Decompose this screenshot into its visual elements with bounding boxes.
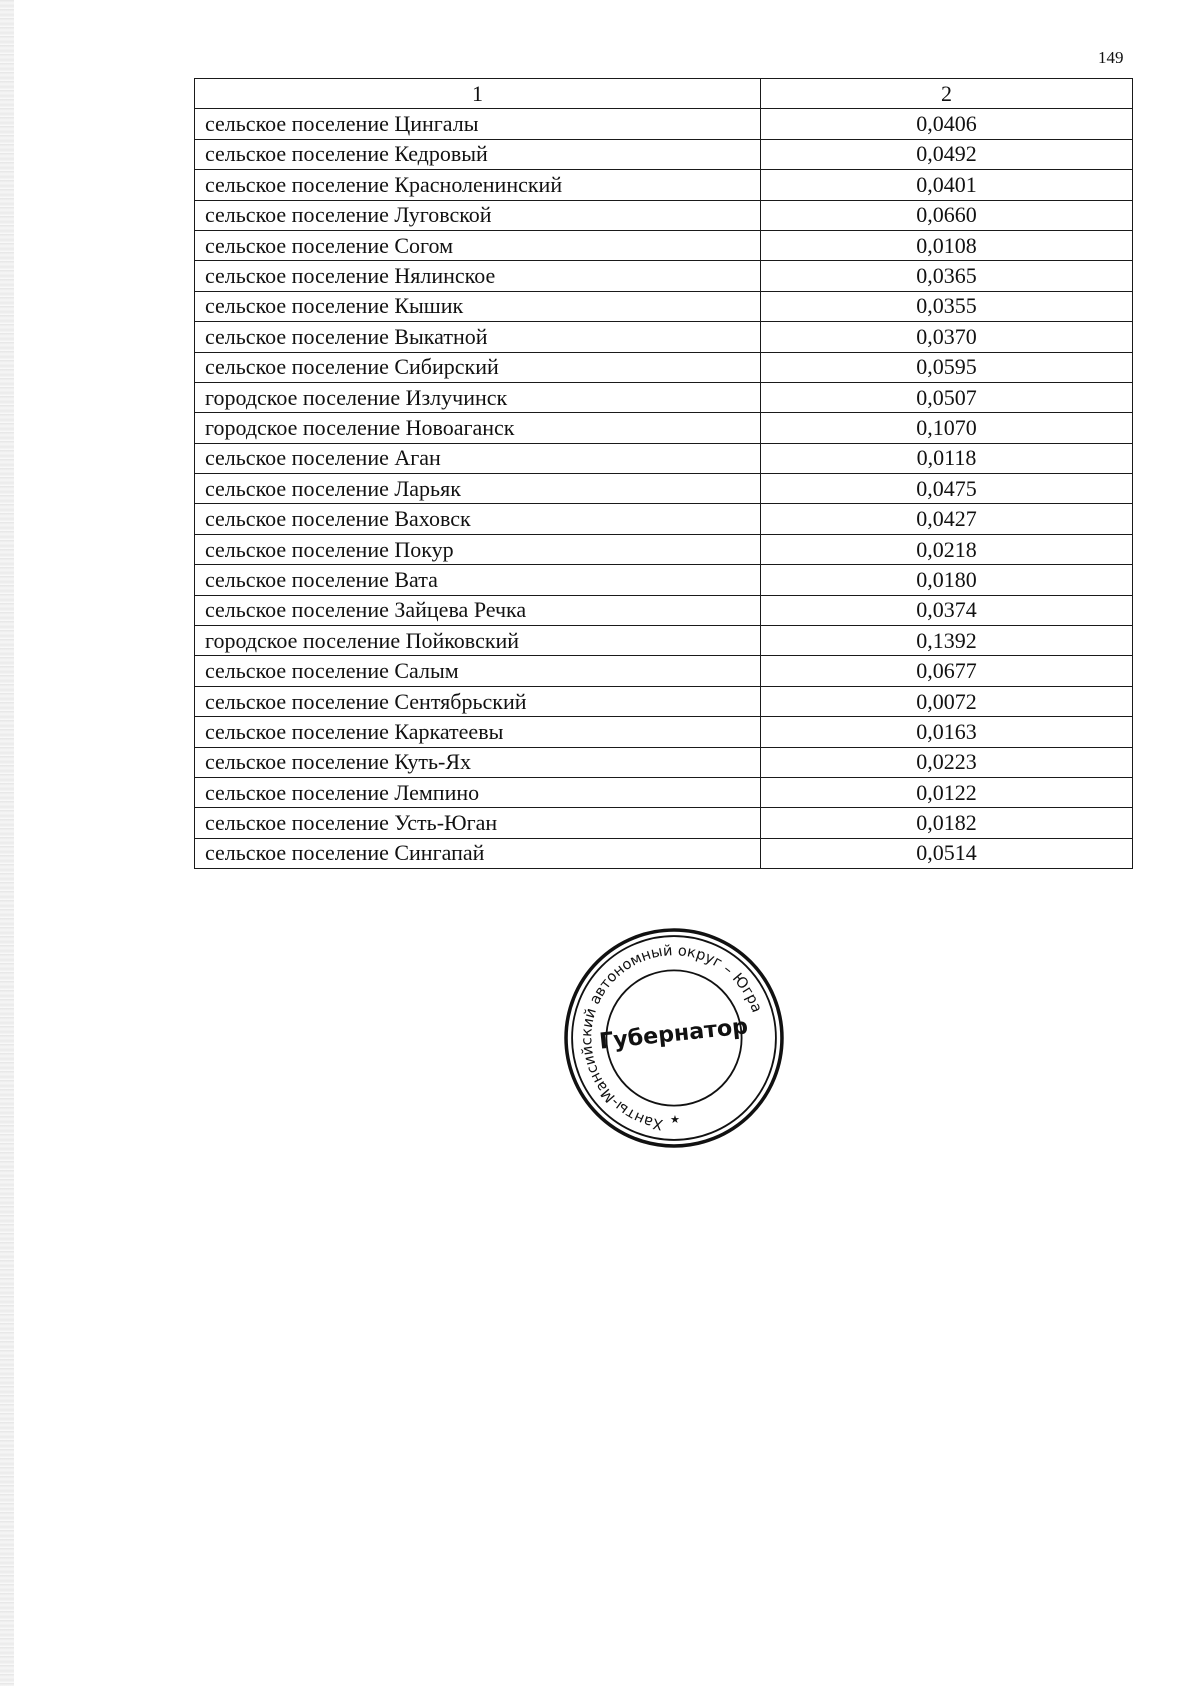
settlement-name-cell: сельское поселение Сингапай xyxy=(195,838,761,868)
settlement-name-cell: сельское поселение Сибирский xyxy=(195,352,761,382)
column-header-1: 1 xyxy=(195,79,761,109)
coefficients-table xyxy=(194,78,1133,869)
table-row xyxy=(195,595,1133,625)
table-row xyxy=(195,474,1133,504)
settlement-name-cell: городское поселение Пойковский xyxy=(195,626,761,656)
coefficient-value-cell: 0,0401 xyxy=(761,170,1133,200)
table-header-row xyxy=(195,79,1133,109)
settlement-name-cell: сельское поселение Согом xyxy=(195,230,761,260)
settlement-name-cell: сельское поселение Салым xyxy=(195,656,761,686)
table-row xyxy=(195,838,1133,868)
table-row xyxy=(195,534,1133,564)
settlement-name-cell: сельское поселение Зайцева Речка xyxy=(195,595,761,625)
settlement-name-cell: сельское поселение Нялинское xyxy=(195,261,761,291)
settlement-name-cell: сельское поселение Вата xyxy=(195,565,761,595)
coefficient-value-cell: 0,0492 xyxy=(761,139,1133,169)
table-row xyxy=(195,777,1133,807)
settlement-name-cell: городское поселение Новоаганск xyxy=(195,413,761,443)
coefficient-value-cell: 0,0072 xyxy=(761,686,1133,716)
table-row xyxy=(195,747,1133,777)
table-row xyxy=(195,139,1133,169)
settlement-name-cell: сельское поселение Кышик xyxy=(195,291,761,321)
coefficient-value-cell: 0,0475 xyxy=(761,474,1133,504)
table-row xyxy=(195,504,1133,534)
table-row xyxy=(195,382,1133,412)
coefficient-value-cell: 0,0223 xyxy=(761,747,1133,777)
table-row xyxy=(195,322,1133,352)
settlement-name-cell: сельское поселение Усть-Юган xyxy=(195,808,761,838)
table-row xyxy=(195,200,1133,230)
seal-star-icon: ★ xyxy=(670,1112,680,1126)
table-row xyxy=(195,413,1133,443)
coefficient-value-cell: 0,0182 xyxy=(761,808,1133,838)
settlement-name-cell: сельское поселение Покур xyxy=(195,534,761,564)
settlement-name-cell: сельское поселение Ларьяк xyxy=(195,474,761,504)
table-row xyxy=(195,717,1133,747)
coefficient-value-cell: 0,0163 xyxy=(761,717,1133,747)
seal-ring-text: Ханты-Мансийский автономный округ – Югра xyxy=(578,942,766,1134)
settlement-name-cell: сельское поселение Лемпино xyxy=(195,777,761,807)
coefficient-value-cell: 0,0180 xyxy=(761,565,1133,595)
settlement-name-cell: сельское поселение Аган xyxy=(195,443,761,473)
table-row xyxy=(195,352,1133,382)
seal-center-text: Губернатор xyxy=(597,1013,750,1055)
settlement-name-cell: городское поселение Излучинск xyxy=(195,382,761,412)
coefficient-value-cell: 0,0108 xyxy=(761,230,1133,260)
coefficient-value-cell: 0,1070 xyxy=(761,413,1133,443)
column-header-2: 2 xyxy=(761,79,1133,109)
coefficient-value-cell: 0,0514 xyxy=(761,838,1133,868)
governor-seal xyxy=(563,927,785,1149)
table-row xyxy=(195,656,1133,686)
scan-edge xyxy=(0,0,14,1686)
settlement-name-cell: сельское поселение Выкатной xyxy=(195,322,761,352)
table-row xyxy=(195,170,1133,200)
coefficient-value-cell: 0,0677 xyxy=(761,656,1133,686)
coefficient-value-cell: 0,0595 xyxy=(761,352,1133,382)
table-row xyxy=(195,443,1133,473)
coefficient-value-cell: 0,0374 xyxy=(761,595,1133,625)
settlement-name-cell: сельское поселение Ваховск xyxy=(195,504,761,534)
coefficient-value-cell: 0,0365 xyxy=(761,261,1133,291)
page-number: 149 xyxy=(1098,48,1124,67)
coefficient-value-cell: 0,0660 xyxy=(761,200,1133,230)
coefficient-value-cell: 0,0427 xyxy=(761,504,1133,534)
settlement-name-cell: сельское поселение Красноленинский xyxy=(195,170,761,200)
coefficient-value-cell: 0,0507 xyxy=(761,382,1133,412)
settlement-name-cell: сельское поселение Куть-Ях xyxy=(195,747,761,777)
settlement-name-cell: сельское поселение Кедровый xyxy=(195,139,761,169)
coefficient-value-cell: 0,0218 xyxy=(761,534,1133,564)
table-row xyxy=(195,109,1133,139)
coefficient-value-cell: 0,0406 xyxy=(761,109,1133,139)
table-row xyxy=(195,808,1133,838)
settlement-name-cell: сельское поселение Цингалы xyxy=(195,109,761,139)
table-row xyxy=(195,565,1133,595)
settlement-name-cell: сельское поселение Сентябрьский xyxy=(195,686,761,716)
table-row xyxy=(195,626,1133,656)
table-row xyxy=(195,291,1133,321)
settlement-name-cell: сельское поселение Каркатеевы xyxy=(195,717,761,747)
coefficient-value-cell: 0,0122 xyxy=(761,777,1133,807)
table-row xyxy=(195,261,1133,291)
coefficient-value-cell: 0,0355 xyxy=(761,291,1133,321)
table-row xyxy=(195,230,1133,260)
table-row xyxy=(195,686,1133,716)
coefficient-value-cell: 0,0118 xyxy=(761,443,1133,473)
table-body xyxy=(195,109,1133,869)
settlement-name-cell: сельское поселение Луговской xyxy=(195,200,761,230)
coefficient-value-cell: 0,1392 xyxy=(761,626,1133,656)
coefficient-value-cell: 0,0370 xyxy=(761,322,1133,352)
